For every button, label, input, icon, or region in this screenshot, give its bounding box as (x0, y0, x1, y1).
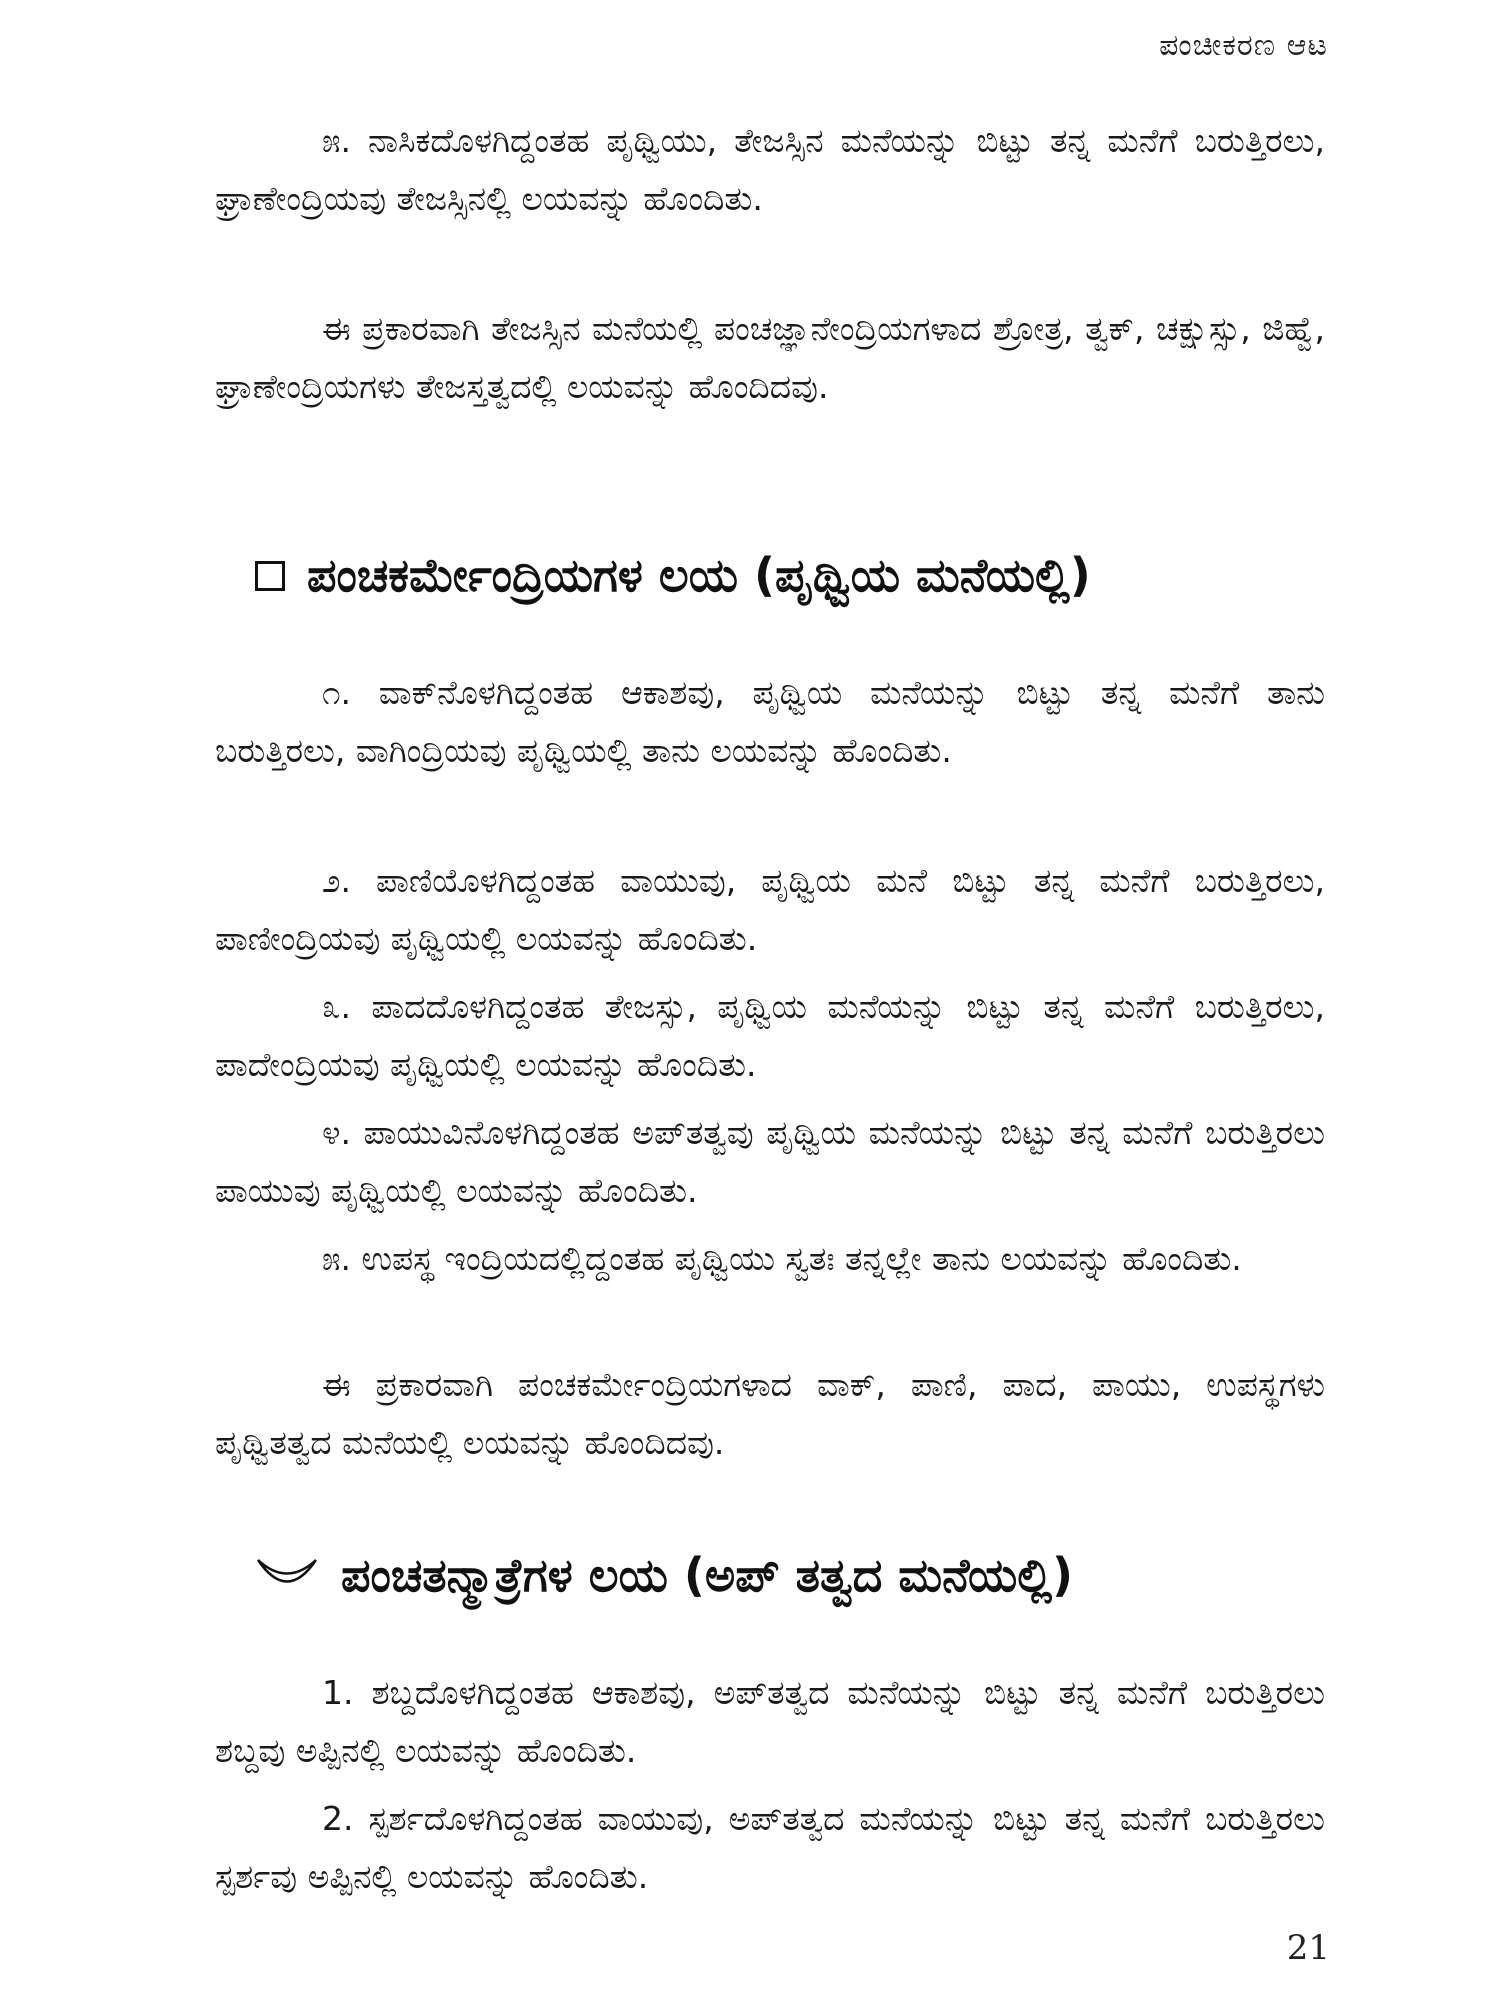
running-header: ಪಂಚೀಕರಣ ಆಟ (1159, 28, 1328, 63)
paragraph-item-5: ೫. ನಾಸಿಕದೊಳಗಿದ್ದಂತಹ ಪೃಥ್ವಿಯು, ತೇಜಸ್ಸಿನ ಮನೆಯನ್ನು ಬಿಟ್ಟು ತನ್ನ ಮನೆಗೆ ಬರುತ್ತಿರಲು, ಘ್ರಾಣೇಂದ್ರಿಯವು ತೇಜಸ್ಸಿನಲ್ಲಿ ಲಯವನ್ನು ಹೊಂದಿತು. (215, 121, 1325, 218)
section-heading (255, 548, 1091, 604)
paragraph-item-3: ೩. ಪಾದದೊಳಗಿದ್ದಂತಹ ತೇಜಸ್ಸು, ಪೃಥ್ವಿಯ ಮನೆಯನ್ನು ಬಿಟ್ಟು ತನ್ನ ಮನೆಗೆ ಬರುತ್ತಿರಲು, ಪಾದೇಂದ್ರಿಯವು ಪೃಥ್ವಿಯಲ್ಲಿ ಲಯವನ್ನು ಹೊಂದಿತು. (215, 987, 1325, 1084)
paragraph-item-4: ೪. ಪಾಯುವಿನೊಳಗಿದ್ದಂತಹ ಅಪ್‌ತತ್ವವು ಪೃಥ್ವಿಯ ಮನೆಯನ್ನು ಬಿಟ್ಟು ತನ್ನ ಮನೆಗೆ ಬರುತ್ತಿರಲು ಪಾಯುವು ಪೃಥ್ವಿಯಲ್ಲಿ ಲಯವನ್ನು ಹೊಂದಿತು. (215, 1113, 1325, 1210)
summary-paragraph: ಈ ಪ್ರಕಾರವಾಗಿ ತೇಜಸ್ಸಿನ ಮನೆಯಲ್ಲಿ ಪಂಚಜ್ಞಾನೇಂದ್ರಿಯಗಳಾದ ಶ್ರೋತ್ರ, ತ್ವಕ್, ಚಕ್ಷುಸ್ಸು, ಜಿಹ್ವೆ, ಘ್ರಾಣೇಂದ್ರಿಯಗಳು ತೇಜಸ್ತತ್ವದಲ್ಲಿ ಲಯವನ್ನು ಹೊಂದಿದವು. (215, 309, 1325, 406)
crescent-moon-icon (255, 1557, 319, 1595)
paragraph-item-1: ೧. ವಾಕ್‌ನೊಳಗಿದ್ದಂತಹ ಆಕಾಶವು, ಪೃಥ್ವಿಯ ಮನೆಯನ್ನು ಬಿಟ್ಟು ತನ್ನ ಮನೆಗೆ ತಾನು ಬರುತ್ತಿರಲು, ವಾಗಿಂದ್ರಿಯವು ಪೃಥ್ವಿಯಲ್ಲಿ ತಾನು ಲಯವನ್ನು ಹೊಂದಿತು. (215, 673, 1325, 770)
square-icon (255, 561, 285, 591)
section-heading-text: ಪಂಚತನ್ಮಾತ್ರೆಗಳ ಲಯ (ಅಪ್ ತತ್ವದ ಮನೆಯಲ್ಲಿ) (341, 1548, 1074, 1602)
paragraph-item-2: ೨. ಪಾಣಿಯೊಳಗಿದ್ದಂತಹ ವಾಯುವು, ಪೃಥ್ವಿಯ ಮನೆ ಬಿಟ್ಟು ತನ್ನ ಮನೆಗೆ ಬರುತ್ತಿರಲು, ಪಾಣೀಂದ್ರಿಯವು ಪೃಥ್ವಿಯಲ್ಲಿ ಲಯವನ್ನು ಹೊಂದಿತು. (215, 861, 1325, 958)
summary-paragraph: ಈ ಪ್ರಕಾರವಾಗಿ ಪಂಚಕರ್ಮೇಂದ್ರಿಯಗಳಾದ ವಾಕ್, ಪಾಣಿ, ಪಾದ, ಪಾಯು, ಉಪಸ್ಥಗಳು ಪೃಥ್ವಿತತ್ವದ ಮನೆಯಲ್ಲಿ ಲಯವನ್ನು ಹೊಂದಿದವು. (215, 1365, 1325, 1462)
section-heading (255, 1548, 1073, 1604)
paragraph-item-1: 1. ಶಬ್ದದೊಳಗಿದ್ದಂತಹ ಆಕಾಶವು, ಅಪ್‌ತತ್ವದ ಮನೆಯನ್ನು ಬಿಟ್ಟು ತನ್ನ ಮನೆಗೆ ಬರುತ್ತಿರಲು ಶಬ್ದವು ಅಪ್ಪಿನಲ್ಲಿ ಲಯವನ್ನು ಹೊಂದಿತು. (215, 1673, 1325, 1770)
section-heading-text: ಪಂಚಕರ್ಮೇಂದ್ರಿಯಗಳ ಲಯ (ಪೃಥ್ವಿಯ ಮನೆಯಲ್ಲಿ) (307, 548, 1091, 602)
page-number: 21 (1286, 1928, 1330, 1968)
paragraph-item-2: 2. ಸ್ಪರ್ಶದೊಳಗಿದ್ದಂತಹ ವಾಯುವು, ಅಪ್‌ತತ್ವದ ಮನೆಯನ್ನು ಬಿಟ್ಟು ತನ್ನ ಮನೆಗೆ ಬರುತ್ತಿರಲು ಸ್ಪರ್ಶವು ಅಪ್ಪಿನಲ್ಲಿ ಲಯವನ್ನು ಹೊಂದಿತು. (215, 1799, 1325, 1896)
paragraph-item-5: ೫. ಉಪಸ್ಥ ಇಂದ್ರಿಯದಲ್ಲಿದ್ದಂತಹ ಪೃಥ್ವಿಯು ಸ್ವತಃ ತನ್ನಲ್ಲೇ ತಾನು ಲಯವನ್ನು ಹೊಂದಿತು. (322, 1239, 1242, 1278)
